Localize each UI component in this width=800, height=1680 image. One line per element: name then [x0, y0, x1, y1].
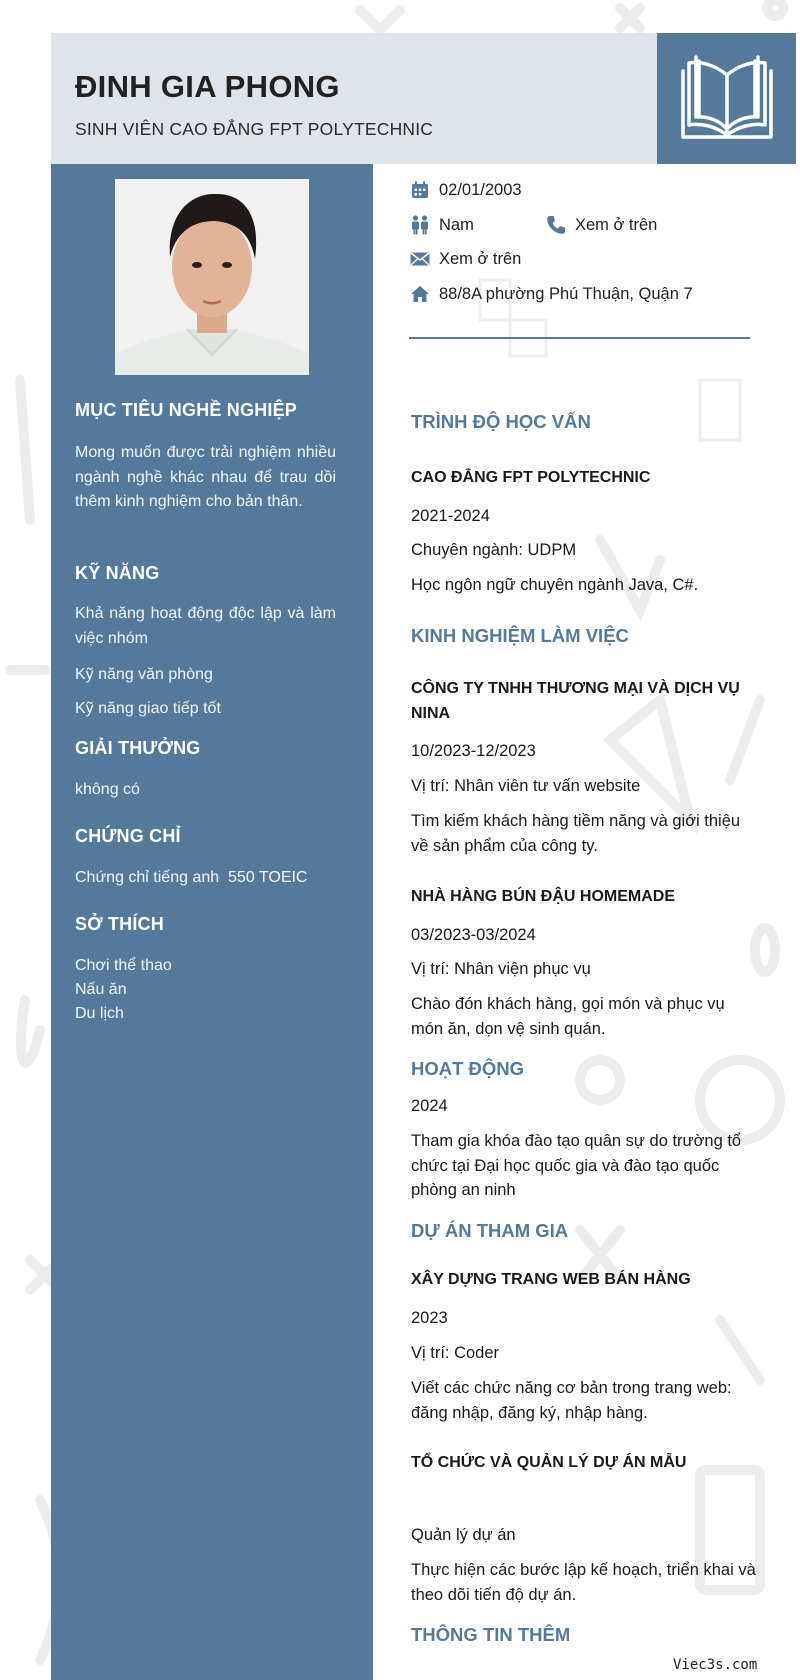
sidebar: [51, 164, 373, 1680]
email-text: Xem ở trên: [439, 249, 522, 268]
phone-text: Xem ở trên: [575, 215, 658, 234]
project-year: 2023: [411, 1309, 448, 1327]
contact-divider: [409, 337, 750, 339]
book-logo-box: [657, 33, 796, 164]
certificates-heading: CHỨNG CHỈ: [75, 826, 181, 846]
envelope-icon: [409, 249, 431, 269]
certificates-text: Chứng chỉ tiếng anh 550 TOEIC: [75, 869, 308, 886]
contact-phone: [545, 215, 657, 235]
calendar-icon: [409, 180, 431, 200]
project-desc: Thực hiện các bước lập kế hoạch, triển khai và theo dõi tiến độ dự án.: [411, 1561, 756, 1604]
awards-text: không có: [75, 781, 140, 798]
skills-heading: KỸ NĂNG: [75, 563, 160, 583]
education-heading: TRÌNH ĐỘ HỌC VẤN: [411, 411, 591, 432]
job-company: CÔNG TY TNHH THƯƠNG MẠI VÀ DỊCH VỤ NINA: [411, 680, 740, 722]
gender-text: Nam: [439, 215, 474, 234]
education-desc: Học ngôn ngữ chuyên ngành Java, C#.: [411, 576, 699, 594]
contact-birthday: [409, 180, 522, 200]
hobby-item: Nấu ăn: [75, 981, 127, 998]
objective-text: Mong muốn được trải nghiệm nhiều ngành nghề khác nhau để trau dồi thêm kinh nghiệm cho bản thân.: [75, 444, 336, 510]
open-book-icon: [679, 53, 775, 143]
project-role: Quản lý dự án: [411, 1526, 516, 1544]
job-desc: Tìm kiếm khách hàng tiềm năng và giới thiệu về sản phẩm của công ty.: [411, 812, 741, 855]
skill-item: Kỹ năng giao tiếp tốt: [75, 700, 221, 717]
project-name: TỔ CHỨC VÀ QUẢN LÝ DỰ ÁN MẪU: [411, 1454, 687, 1471]
phone-icon: [545, 215, 567, 235]
objective-heading: MỤC TIÊU NGHỀ NGHIỆP: [75, 400, 298, 420]
job-period: 03/2023-03/2024: [411, 926, 536, 944]
job-position: Vị trí: Nhân viên tư vấn website: [411, 777, 641, 795]
activity-year: 2024: [411, 1097, 448, 1115]
address-text: 88/8A phường Phú Thuận, Quận 7: [439, 284, 693, 303]
header-band: [51, 33, 657, 164]
profile-photo: [115, 179, 309, 375]
job-period: 10/2023-12/2023: [411, 742, 536, 760]
more-info-heading: THÔNG TIN THÊM: [411, 1624, 571, 1645]
job-position: Vị trí: Nhân viện phục vụ: [411, 960, 591, 978]
job-company: NHÀ HÀNG BÚN ĐẬU HOMEMADE: [411, 888, 675, 905]
hobby-item: Du lịch: [75, 1005, 124, 1022]
projects-heading: DỰ ÁN THAM GIA: [411, 1220, 569, 1241]
site-watermark: Viec3s.com: [673, 1657, 758, 1673]
gender-icon: [409, 215, 431, 235]
candidate-subtitle: SINH VIÊN CAO ĐẲNG FPT POLYTECHNIC: [75, 119, 434, 139]
contact-gender: [409, 215, 474, 235]
education-school: CAO ĐẲNG FPT POLYTECHNIC: [411, 469, 651, 486]
contact-address: [409, 284, 693, 304]
skill-item: Kỹ năng văn phòng: [75, 666, 213, 683]
experience-heading: KINH NGHIỆM LÀM VIỆC: [411, 625, 629, 646]
awards-heading: GIẢI THƯỞNG: [75, 738, 201, 758]
education-major: Chuyên ngành: UDPM: [411, 541, 577, 559]
project-role: Vị trí: Coder: [411, 1344, 500, 1362]
hobby-item: Chơi thể thao: [75, 957, 172, 974]
project-desc: Viết các chức năng cơ bản trong trang web: đăng nhập, đăng ký, nhập hàng.: [411, 1379, 732, 1422]
candidate-name: ĐINH GIA PHONG: [75, 69, 340, 104]
job-desc: Chào đón khách hàng, gọi món và phục vụ món ăn, dọn vệ sinh quán.: [411, 995, 725, 1038]
activities-heading: HOẠT ĐỘNG: [411, 1058, 525, 1079]
activity-desc: Tham gia khóa đào tạo quân sự do trường tổ chức tại Đại học quốc gia và đào tạo quốc phòng an ninh: [411, 1132, 742, 1199]
skill-item: Khả năng hoạt động độc lập và làm việc nhóm: [75, 605, 336, 647]
birthday-text: 02/01/2003: [439, 180, 522, 199]
contact-email: [409, 249, 521, 269]
hobbies-heading: SỞ THÍCH: [75, 914, 164, 934]
home-icon: [409, 284, 431, 304]
project-name: XÂY DỰNG TRANG WEB BÁN HÀNG: [411, 1271, 691, 1288]
education-period: 2021-2024: [411, 507, 490, 525]
